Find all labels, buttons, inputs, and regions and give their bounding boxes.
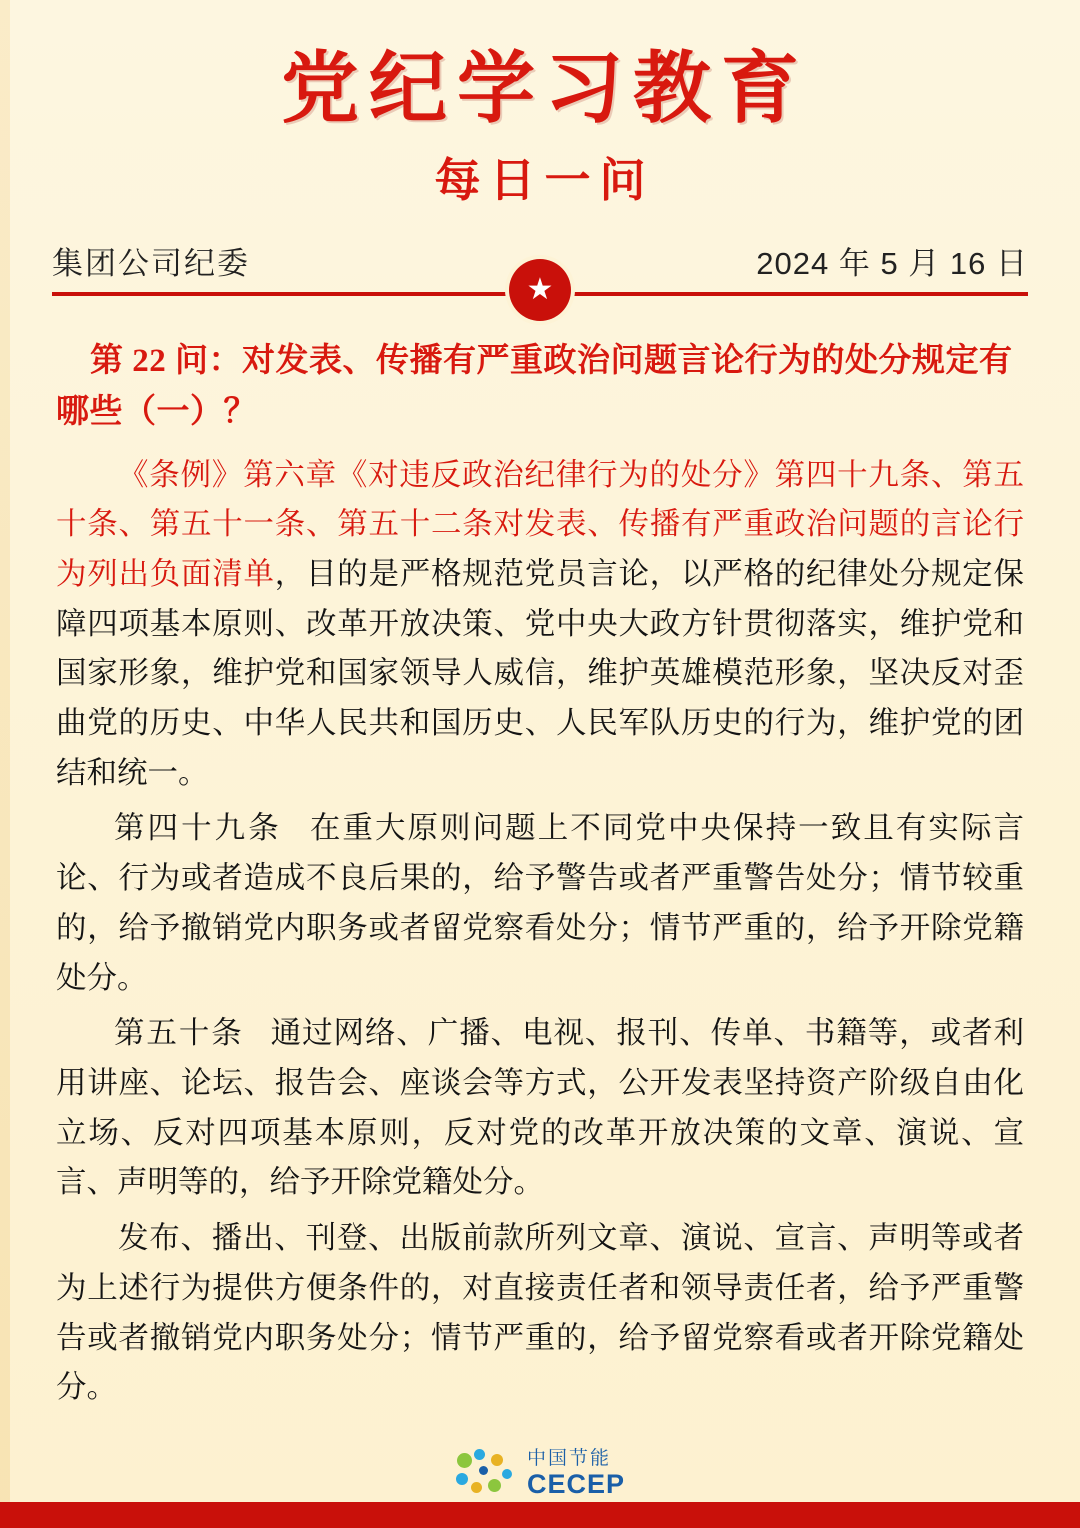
article-49-text: 在重大原则问题上不同党中央保持一致且有实际言论、行为或者造成不良后果的，给予警告或者严重警告处分；情节较重的，给予撤销党内职务或者留党察看处分；情节严重的，给予开除党籍处分。 [56, 811, 1025, 995]
page-title: 党纪学习教育 [280, 44, 809, 132]
article-50-label: 第五十条 [114, 1016, 244, 1051]
cecep-logo [455, 1449, 625, 1498]
logo-english-name: CECEP [526, 1468, 626, 1499]
logo-mark-icon [455, 1449, 517, 1497]
article-50-text: 通过网络、广播、电视、报刊、传单、书籍等，或者利用讲座、论坛、报告会、座谈会等方式，公开发表坚持资产阶级自由化立场、反对四项基本原则，反对党的改革开放决策的文章、演说、宣言、声明等的，给予开除党籍处分。 [56, 1016, 1025, 1200]
meta-bar [52, 236, 1028, 307]
bottom-red-bar [0, 1502, 1080, 1528]
poster-header [0, 0, 1080, 210]
paragraph-article-49 [56, 804, 1024, 1003]
question-heading [56, 336, 1024, 438]
logo-chinese-name: 中国节能 [526, 1447, 611, 1469]
page-subtitle: 每日一问 [434, 153, 655, 206]
question-text: ：对发表、传播有严重政治问题言论行为的处分规定有哪些（一）？ [56, 343, 1013, 431]
poster-footer [0, 1419, 1080, 1528]
star-icon: ★ [509, 259, 571, 321]
paragraph-1 [56, 451, 1024, 799]
paragraph-1-rest: ，目的是严格规范党员言论，以严格的纪律处分规定保障四项基本原则、改革开放决策、党中央大政方针贯彻落实，维护党和国家形象，维护党和国家领导人威信，维护英雄模范形象，坚决反对歪曲党的历史、中华人民共和国历史、人民军队历史的行为，维护党的团结和统一。 [56, 556, 1024, 790]
date-label: 2024 年 5 月 16 日 [756, 245, 1028, 281]
organization-label: 集团公司纪委 [52, 245, 250, 281]
logo-text [527, 1449, 625, 1498]
left-edge-decoration [0, 0, 10, 1528]
paragraph-article-50 [56, 1009, 1024, 1208]
paragraph-article-50-2: 发布、播出、刊登、出版前款所列文章、演说、宣言、声明等或者为上述行为提供方便条件的，对直接责任者和领导责任者，给予严重警告或者撤销党内职务处分；情节严重的，给予留党察看或者开除党籍处分。 [56, 1221, 1024, 1405]
question-number: 第 22 问 [90, 343, 209, 380]
article-49-label: 第四十九条 [114, 811, 282, 846]
document-body [0, 296, 1080, 1419]
paragraph-1-highlight: 《条例》第六章《对违反政治纪律行为的处分》第四十九条、第五十条、第五十一条、第五十二条对发表、传播有严重政治问题的言论行为列出负面清单 [56, 457, 1024, 591]
